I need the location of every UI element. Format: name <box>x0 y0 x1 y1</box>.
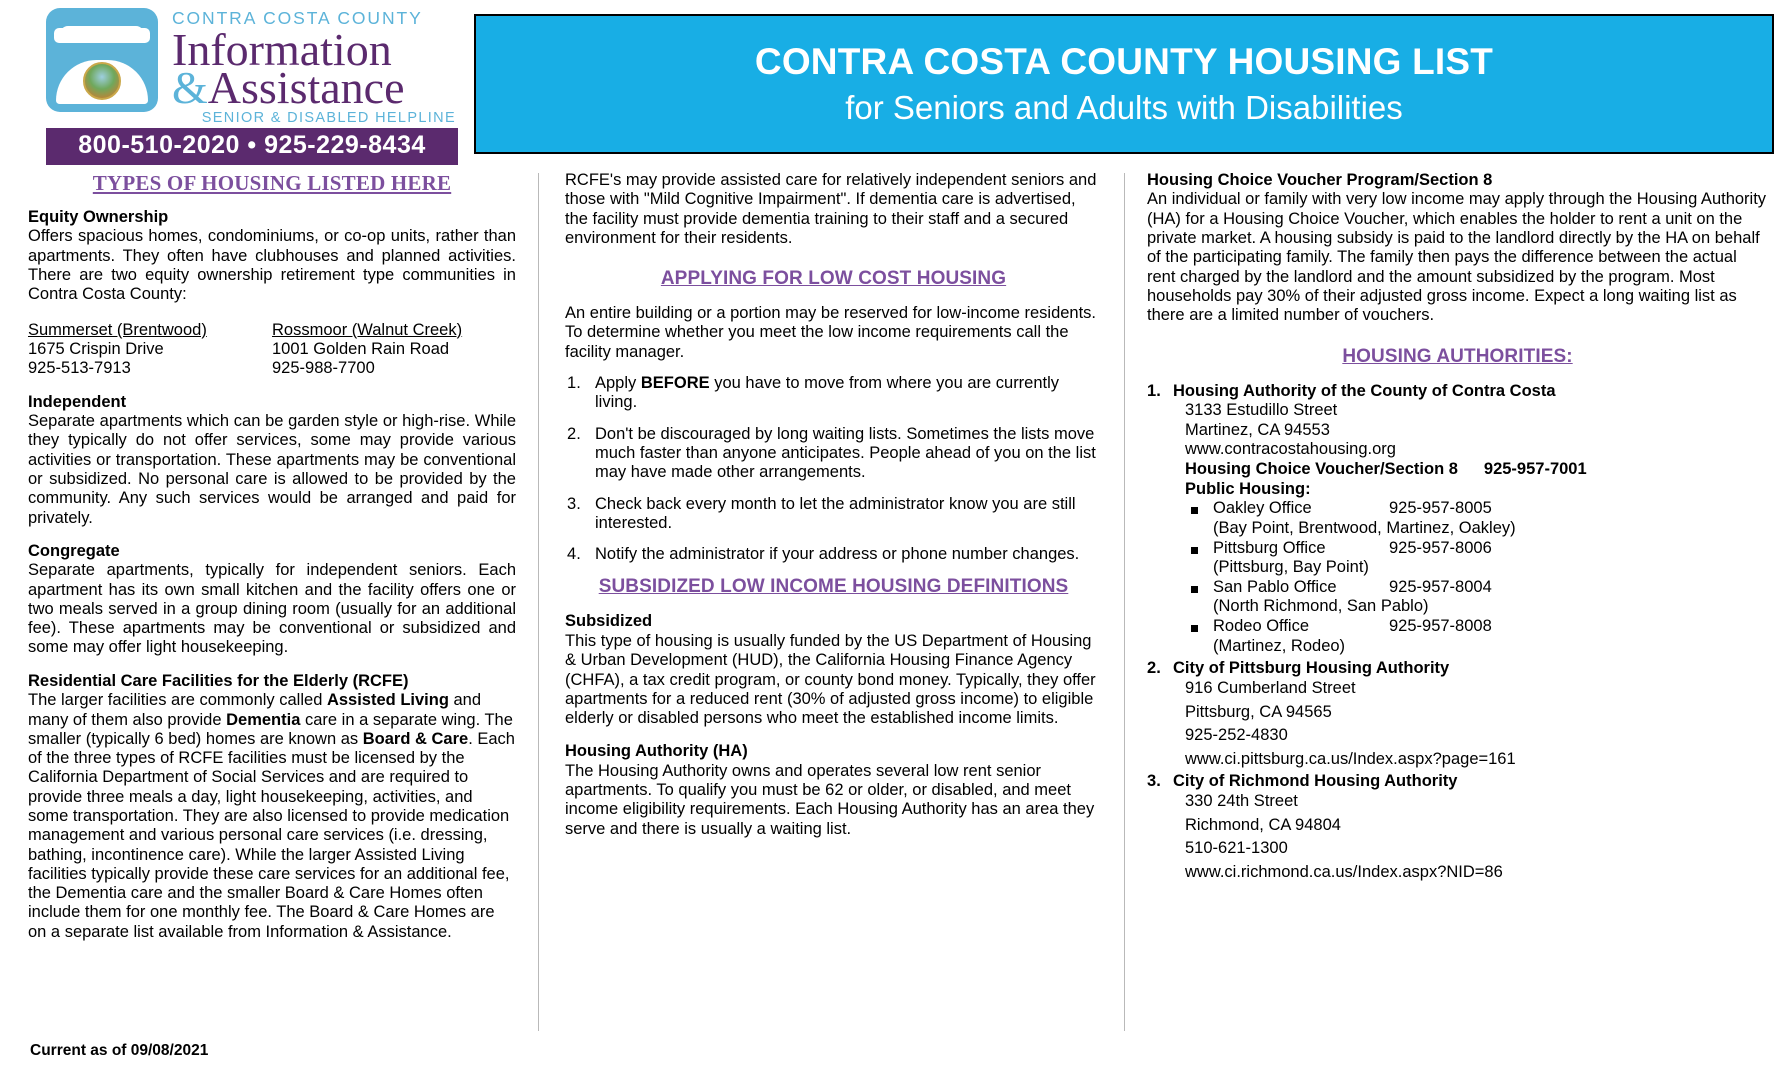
hcv-heading: Housing Choice Voucher Program/Section 8 <box>1147 171 1493 189</box>
telephone-handset-icon <box>60 26 144 43</box>
authority-website[interactable]: www.ci.richmond.ca.us/Index.aspx?NID=86 <box>1185 862 1503 881</box>
authority-address-line: 3133 Estudillo Street <box>1185 401 1338 420</box>
applying-heading: APPLYING FOR LOW COST HOUSING <box>660 268 1007 290</box>
community-address: 1675 Crispin Drive <box>28 339 164 358</box>
title-banner <box>474 14 1774 154</box>
list-item <box>565 495 1102 534</box>
step-bold: BEFORE <box>640 374 710 393</box>
logo-assistance-text: Assistance <box>207 61 405 113</box>
definitions-heading: SUBSIDIZED LOW INCOME HOUSING DEFINITIONS <box>598 576 1069 598</box>
logo-tagline: SENIOR & DISABLED HELPLINE <box>201 109 456 126</box>
rcfe-text <box>28 691 516 942</box>
authority-address-line: Richmond, CA 94804 <box>1185 815 1341 834</box>
rcfe-part1: The larger facilities are commonly called <box>28 691 327 710</box>
office-name: Rodeo Office <box>1213 617 1310 636</box>
equity-ownership-text: Offers spacious homes, condominiums, or co-op units, rather than apartments. They often have clubhouses and planned activities. There are two equity ownership retirement type communities in Contra Costa County: <box>28 227 516 304</box>
logo-wordmark <box>158 8 458 125</box>
rcfe-bold-dementia: Dementia <box>226 710 301 729</box>
housing-authorities-list <box>1147 382 1768 883</box>
office-row <box>1213 539 1768 559</box>
office-row <box>1213 578 1768 598</box>
logo-assistance-word <box>172 61 458 113</box>
housing-authority-heading: Housing Authority (HA) <box>565 742 748 761</box>
community-phone: 925-988-7700 <box>272 359 375 378</box>
subsidized-heading: Subsidized <box>565 612 653 631</box>
office-phone: 925-957-8006 <box>1389 538 1492 557</box>
step-pre: Notify the administrator if your address or phone number changes. <box>595 545 1080 564</box>
list-item <box>1187 499 1768 538</box>
list-item <box>1187 617 1768 656</box>
rcfe-part2: and many of them also provide <box>28 691 482 729</box>
subsidized-text: This type of housing is usually funded by the US Department of Housing & Urban Development (HUD), the California Housing Finance Agency (CHFA), a tax credit program, or county bond money. Typically, they offer apartments for a reduced rent (30% of adjusted gross income) to eligible elderly or disabled persons who meet the established income limits. <box>565 631 1096 728</box>
office-areas: (Pittsburg, Bay Point) <box>1213 558 1369 577</box>
column-left <box>18 165 538 1031</box>
column-right <box>1125 165 1774 1031</box>
county-seal-icon <box>83 62 121 100</box>
community-address: 1001 Golden Rain Road <box>272 339 450 358</box>
list-item <box>565 425 1102 483</box>
community-phone: 925-513-7913 <box>28 359 131 378</box>
step-post: you have to move from where you are currently living. <box>595 374 1060 412</box>
equity-communities-list <box>28 321 516 379</box>
congregate-heading: Congregate <box>28 541 120 560</box>
housing-authorities-heading: HOUSING AUTHORITIES: <box>1342 345 1573 367</box>
banner-title: CONTRA COSTA COUNTY HOUSING LIST <box>754 40 1494 82</box>
office-phone: 925-957-8005 <box>1389 499 1492 518</box>
authority-address-line: 330 24th Street <box>1185 792 1298 811</box>
list-item <box>565 374 1102 413</box>
equity-ownership-heading: Equity Ownership <box>28 208 169 226</box>
community-rossmoor <box>272 321 516 379</box>
rcfe-bold-board-care: Board & Care <box>362 729 469 748</box>
list-item <box>1147 772 1768 882</box>
column-middle <box>539 165 1124 1031</box>
step-pre: Apply <box>595 374 641 393</box>
step-pre: Check back every month to let the administrator know you are still interested. <box>595 494 1076 532</box>
public-housing-offices <box>1173 499 1768 656</box>
content-columns <box>0 165 1792 1031</box>
types-of-housing-heading: TYPES OF HOUSING LISTED HERE <box>92 171 452 195</box>
list-item <box>1187 578 1768 617</box>
list-item <box>1147 659 1768 769</box>
helpline-phone-numbers: 800-510-2020 • 925-229-8434 <box>46 128 458 165</box>
rcfe-part3: care in a separate wing. The smaller (typically 6 bed) homes are known as <box>28 710 513 748</box>
rcfe-heading: Residential Care Facilities for the Elderly (RCFE) <box>28 671 409 690</box>
authority-website[interactable]: www.contracostahousing.org <box>1185 440 1396 459</box>
page-header <box>0 0 1792 165</box>
authority-hcv-phone: 925-957-7001 <box>1483 460 1587 479</box>
community-name: Rossmoor (Walnut Creek) <box>272 320 463 339</box>
authority-website[interactable]: www.ci.pittsburg.ca.us/Index.aspx?page=161 <box>1185 749 1516 768</box>
authority-phone: 510-621-1300 <box>1185 839 1288 858</box>
authority-hcv-row <box>1173 460 1768 480</box>
authority-address-line: Martinez, CA 94553 <box>1185 420 1330 439</box>
authority-address-line: Pittsburg, CA 94565 <box>1185 702 1332 721</box>
office-phone: 925-957-8008 <box>1389 617 1492 636</box>
office-name: San Pablo Office <box>1213 577 1337 596</box>
public-housing-label: Public Housing: <box>1185 479 1311 498</box>
current-as-of-date: Current as of 09/08/2021 <box>30 1042 209 1059</box>
authority-phone: 925-252-4830 <box>1185 726 1288 745</box>
list-item <box>1187 539 1768 578</box>
office-name: Pittsburg Office <box>1213 538 1326 557</box>
independent-heading: Independent <box>28 392 127 411</box>
congregate-text: Separate apartments, typically for independent seniors. Each apartment has its own small kitchen and the facility offers one or two meals served in a group dining room (usually for an additional fee). These apartments may be conventional or subsidized and some may offer light housekeeping. <box>28 561 516 657</box>
office-row <box>1213 617 1768 637</box>
applying-intro-text: An entire building or a portion may be reserved for low-income residents. To determine whether you meet the low income requirements call the facility manager. <box>565 304 1097 361</box>
office-areas: (Martinez, Rodeo) <box>1213 636 1346 655</box>
rcfe-bold-assisted-living: Assisted Living <box>326 691 449 710</box>
authority-name: City of Richmond Housing Authority <box>1173 772 1458 791</box>
logo-information-word: Information <box>172 23 392 75</box>
rcfe-continued-text: RCFE's may provide assisted care for relatively independent seniors and those with "Mild Cognitive Impairment". If dementia care is advertised, the facility must provide dementia training to their staff and a secured environment for their residents. <box>565 171 1097 247</box>
agency-logo <box>18 8 458 165</box>
community-summerset <box>28 321 272 379</box>
logo-ampersand: & <box>172 61 208 113</box>
authority-name: Housing Authority of the County of Contra Costa <box>1173 381 1556 400</box>
authority-address-line: 916 Cumberland Street <box>1185 678 1356 697</box>
office-name: Oakley Office <box>1213 499 1312 518</box>
list-item <box>565 545 1102 564</box>
office-areas: (Bay Point, Brentwood, Martinez, Oakley) <box>1213 518 1516 537</box>
authority-hcv-label: Housing Choice Voucher/Section 8 <box>1185 460 1458 479</box>
community-name: Summerset (Brentwood) <box>28 320 207 339</box>
applying-steps-list <box>565 374 1102 564</box>
office-row <box>1213 499 1768 519</box>
logo-top-row <box>46 8 458 125</box>
housing-authority-text: The Housing Authority owns and operates several low rent senior apartments. To qualify you must be 62 or older, or disabled, and meet income eligibility requirements. Each Housing Authority has an area they serve and there is usually a waiting list. <box>565 761 1095 838</box>
authority-name: City of Pittsburg Housing Authority <box>1173 659 1450 678</box>
telephone-icon <box>46 8 158 112</box>
logo-county-line: CONTRA COSTA COUNTY <box>172 8 423 28</box>
list-item <box>1147 382 1768 657</box>
banner-subtitle: for Seniors and Adults with Disabilities <box>845 89 1403 127</box>
rcfe-part4: . Each of the three types of RCFE facilities must be licensed by the California Department of Social Services and are required to provide three meals a day, light housekeeping, activities, and some transportation. They are also licensed to provide medication management and various personal care services (i.e. dressing, bathing, incontinence care). While the larger Assisted Living facilities typically provide these care services for an additional fee, the Dementia care and the smaller Board & Care Homes often include them for one monthly fee. The Board & Care Homes are on a separate list available from Information & Assistance. <box>28 729 515 941</box>
hcv-text: An individual or family with very low income may apply through the Housing Authority (HA) for a Housing Choice Voucher, which enables the holder to rent a unit on the private market. A housing subsidy is paid to the landlord directly by the HA on behalf of the participating family. The family then pays the difference between the actual rent charged by the landlord and the amount subsidized by the program. Most households pay 30% of their adjusted gross income. Expect a long waiting list as there are a limited number of vouchers. <box>1147 190 1767 325</box>
office-phone: 925-957-8004 <box>1389 577 1492 596</box>
office-areas: (North Richmond, San Pablo) <box>1213 597 1429 616</box>
independent-text: Separate apartments which can be garden style or high-rise. While they typically do not offer services, some may provide various activities or transportation. These apartments may be conventional or subsidized. No personal care is allowed to be provided by the community. Any such services would be arranged and paid for privately. <box>28 412 516 527</box>
step-pre: Don't be discouraged by long waiting lists. Sometimes the lists move much faster than anyone anticipates. People ahead of you on the list may have made other arrangements. <box>595 424 1096 482</box>
